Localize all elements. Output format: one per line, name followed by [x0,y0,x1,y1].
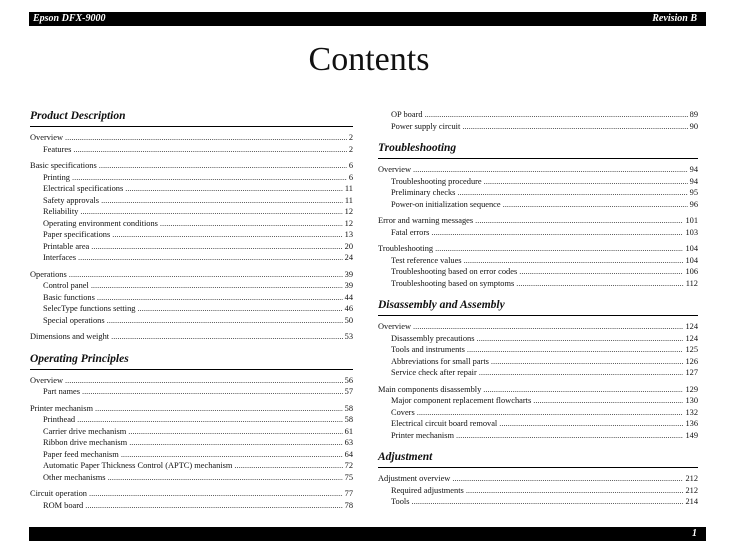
toc-subentry[interactable] [378,255,698,267]
toc-subentry[interactable] [378,333,698,345]
section-heading: Product Description [30,109,353,127]
toc-entry-title: OP board [391,110,423,119]
dot-leader [479,367,684,379]
toc-entry-title: Troubleshooting [378,244,434,253]
toc-page-number: 104 [685,244,698,253]
dot-leader [464,255,684,267]
toc-subentry[interactable] [378,109,698,121]
toc-entry-title: Reliability [43,207,79,216]
toc-entry-title: SelecType functions setting [43,304,136,313]
toc-page-number: 75 [344,472,353,482]
dot-leader [484,176,688,188]
dot-leader [477,333,684,345]
toc-page-number: 61 [344,426,353,436]
toc-page-number: 44 [344,292,353,302]
toc-entry-title: Test reference values [391,255,462,265]
page-title: Contents [308,41,430,78]
dot-leader [475,215,683,227]
toc-page-number: 124 [685,333,698,343]
toc-subentry[interactable] [30,414,353,426]
toc-page-number: 56 [344,375,353,385]
toc-page-number: 125 [685,345,698,354]
section-heading: Adjustment [378,450,698,468]
toc-entry-title: Error and warning messages [378,216,474,225]
toc-entry-title: Printable area [43,241,90,251]
toc-entry-title: Service check after repair [391,368,477,377]
toc-subentry[interactable] [378,356,698,368]
dot-leader [77,414,343,426]
dot-leader [160,218,343,230]
dot-leader [80,206,342,218]
dot-leader [65,132,347,144]
document-title: Epson DFX-9000 [33,13,106,24]
toc-page-number: 78 [344,500,353,510]
toc-entry[interactable] [30,403,353,415]
toc-entry-title: ROM board [43,500,84,510]
toc-entry[interactable] [30,488,353,500]
dot-leader [499,418,683,430]
dot-leader [491,356,684,368]
dot-leader [112,229,342,241]
toc-entry-title: Power-on initialization sequence [391,199,501,209]
toc-entry-title: Fatal errors [391,227,430,237]
toc-entry-title: Part names [43,387,80,396]
toc-page-number: 136 [685,419,698,428]
toc-entry-title: Printing [43,172,70,182]
toc-subentry[interactable] [30,183,353,195]
toc-entry-title: Operations [30,269,67,279]
toc-subentry[interactable] [378,395,698,407]
dot-leader [65,375,343,387]
toc-entry-title: Troubleshooting based on symptoms [391,278,515,288]
toc-entry-title: Printer mechanism [30,403,94,413]
toc-subentry[interactable] [378,407,698,419]
toc-entry-title: Dimensions and weight [30,332,110,341]
toc-entry-title: Ribbon drive mechanism [43,438,128,447]
toc-page-number: 77 [344,489,353,498]
dot-leader [91,241,342,253]
toc-page-number: 96 [689,199,698,209]
toc-subentry[interactable] [378,430,698,442]
toc-subentry[interactable] [378,344,698,356]
toc-subentry[interactable] [378,485,698,497]
section-heading: Troubleshooting [378,141,698,159]
dot-leader [82,386,343,398]
toc-entry-title: Operating environment conditions [43,218,158,228]
toc-entry[interactable] [378,215,698,227]
toc-entry-title: Safety approvals [43,195,100,205]
toc-page-number: 89 [689,110,698,119]
dot-leader [69,269,343,281]
toc-subentry[interactable] [30,218,353,230]
toc-page-number: 12 [344,218,353,228]
toc-page-number: 39 [344,269,353,279]
dot-leader [78,252,343,264]
dot-leader [519,266,683,278]
section-heading: Disassembly and Assembly [378,298,698,316]
toc-subentry[interactable] [30,426,353,438]
dot-leader [435,243,683,255]
toc-subentry[interactable] [30,449,353,461]
toc-page-number: 106 [685,267,698,276]
toc-entry-title: Overview [378,322,412,331]
dot-leader [125,183,343,195]
dot-leader [107,315,343,327]
toc-subentry[interactable] [378,121,698,133]
toc-subentry[interactable] [378,199,698,211]
toc-entry-title: Abbreviations for small parts [391,356,489,366]
dot-leader [85,500,342,512]
dot-leader [137,303,342,315]
dot-leader [516,278,684,290]
toc-page-number: 90 [689,121,698,131]
toc-entry-title: Special operations [43,315,105,325]
toc-subentry[interactable] [30,472,353,484]
toc-page-number: 58 [344,415,353,424]
toc-entry-title: Tools [391,497,410,506]
toc-subentry[interactable] [30,460,353,472]
revision-label: Revision B [652,13,697,24]
toc-right-column [378,109,698,508]
toc-page-number: 58 [344,403,353,413]
dot-leader [121,449,343,461]
toc-subentry[interactable] [30,144,353,156]
toc-subentry[interactable] [30,229,353,241]
toc-page-number: 126 [685,356,698,366]
toc-subentry[interactable] [30,500,353,512]
dot-leader [456,430,683,442]
toc-subentry[interactable] [30,437,353,449]
toc-entry-title: Overview [30,375,64,385]
dot-leader [99,160,347,172]
dot-leader [466,485,684,497]
toc-subentry[interactable] [378,418,698,430]
toc-subentry[interactable] [378,278,698,290]
toc-subentry[interactable] [30,195,353,207]
toc-subentry[interactable] [30,280,353,292]
dot-leader [431,227,683,239]
toc-page-number: 50 [344,315,353,325]
toc-entry-title: Printer mechanism [391,430,455,440]
toc-page-number: 103 [685,227,698,237]
toc-subentry[interactable] [378,187,698,199]
toc-entry-title: Troubleshooting procedure [391,176,482,186]
toc-entry-title: Other mechanisms [43,472,106,482]
toc-entry-title: Overview [378,165,412,174]
toc-entry-title: Interfaces [43,253,77,262]
toc-page-number: 212 [685,485,698,495]
toc-entry-title: Troubleshooting based on error codes [391,267,518,276]
toc-page-number: 112 [685,278,698,288]
toc-subentry[interactable] [30,172,353,184]
dot-leader [91,280,343,292]
toc-page-number: 149 [685,430,698,440]
toc-entry-title: Control panel [43,281,89,290]
toc-page-number: 132 [685,407,698,417]
toc-entry-title: Preliminary checks [391,188,456,197]
toc-entry[interactable] [378,243,698,255]
toc-page-number: 39 [344,281,353,290]
toc-entry[interactable] [30,160,353,172]
toc-entry-title: Features [43,144,72,154]
toc-page-number: 130 [685,396,698,405]
toc-page-number: 57 [344,387,353,396]
toc-page-number: 2 [348,133,353,142]
toc-page-number: 46 [344,304,353,313]
toc-entry[interactable] [30,132,353,144]
toc-subentry[interactable] [378,176,698,188]
toc-entry-title: Automatic Paper Thickness Control (APTC) mechanism [43,461,233,470]
toc-entry-title: Paper specifications [43,230,111,239]
toc-entry-title: Covers [391,407,415,417]
toc-entry-title: Basic functions [43,292,95,302]
dot-leader [533,395,683,407]
toc-entry[interactable] [30,375,353,387]
toc-page-number: 6 [348,172,353,182]
toc-entry-title: Electrical specifications [43,184,124,193]
toc-page-number: 72 [344,461,353,470]
dot-leader [129,437,342,449]
toc-page-number: 12 [344,207,353,216]
toc-subentry[interactable] [30,315,353,327]
dot-leader [425,109,688,121]
dot-leader [413,321,683,333]
toc-page-number: 124 [685,322,698,331]
toc-entry-title: Overview [30,133,64,142]
dot-leader [89,488,343,500]
toc-subentry[interactable] [30,241,353,253]
dot-leader [97,292,343,304]
toc-subentry[interactable] [378,266,698,278]
toc-page-number: 104 [685,255,698,265]
toc-entry-title: Basic specifications [30,161,97,170]
dot-leader [128,426,342,438]
dot-leader [483,384,683,396]
toc-page-number: 64 [344,449,353,459]
toc-page-number: 127 [685,368,698,377]
page-number: 1 [692,528,697,539]
toc-entry-title: Carrier drive mechanism [43,426,127,436]
toc-entry-title: Main components disassembly [378,384,482,394]
toc-page-number: 11 [344,195,353,205]
toc-page-number: 129 [685,384,698,394]
dot-leader [111,331,343,343]
toc-entry-title: Printhead [43,415,76,424]
toc-page-number: 94 [689,165,698,174]
section-heading: Operating Principles [30,352,353,370]
toc-page-number: 2 [348,144,353,154]
dot-leader [412,496,684,508]
toc-page-number: 214 [685,497,698,506]
toc-entry-title: Electrical circuit board removal [391,419,498,428]
toc-page-number: 53 [344,332,353,341]
toc-page-number: 101 [685,216,698,225]
toc-subentry[interactable] [378,367,698,379]
header-bar [29,12,706,26]
toc-page-number: 6 [348,161,353,170]
toc-entry-title: Paper feed mechanism [43,449,119,459]
toc-entry-title: Adjustment overview [378,474,451,483]
dot-leader [234,460,342,472]
toc-entry-title: Disassembly precautions [391,333,475,343]
toc-subentry[interactable] [378,227,698,239]
toc-entry-title: Tools and instruments [391,345,465,354]
toc-page-number: 63 [344,438,353,447]
toc-page-number: 212 [685,474,698,483]
toc-entry-title: Power supply circuit [391,121,461,131]
toc-entry-title: Circuit operation [30,489,87,498]
toc-subentry[interactable] [30,386,353,398]
dot-leader [503,199,688,211]
toc-left-column [30,109,353,511]
toc-entry[interactable] [30,331,353,343]
toc-entry[interactable] [378,164,698,176]
dot-leader [413,164,688,176]
toc-subentry[interactable] [378,496,698,508]
toc-page-number: 13 [344,230,353,239]
dot-leader [452,473,683,485]
dot-leader [72,172,347,184]
toc-entry-title: Required adjustments [391,485,464,495]
dot-leader [457,187,687,199]
dot-leader [108,472,343,484]
toc-subentry[interactable] [30,292,353,304]
toc-subentry[interactable] [30,252,353,264]
toc-page-number: 95 [689,188,698,197]
dot-leader [101,195,343,207]
toc-entry[interactable] [378,473,698,485]
toc-page-number: 20 [344,241,353,251]
toc-entry[interactable] [30,269,353,281]
dot-leader [73,144,346,156]
toc-page-number: 94 [689,176,698,186]
dot-leader [95,403,343,415]
toc-page-number: 11 [344,184,353,193]
toc-page-number: 24 [344,253,353,262]
toc-entry[interactable] [378,321,698,333]
toc-entry[interactable] [378,384,698,396]
toc-subentry[interactable] [30,303,353,315]
footer-bar [29,527,706,541]
toc-entry-title: Major component replacement flowcharts [391,396,532,405]
dot-leader [467,344,684,356]
dot-leader [417,407,684,419]
dot-leader [462,121,687,133]
toc-subentry[interactable] [30,206,353,218]
